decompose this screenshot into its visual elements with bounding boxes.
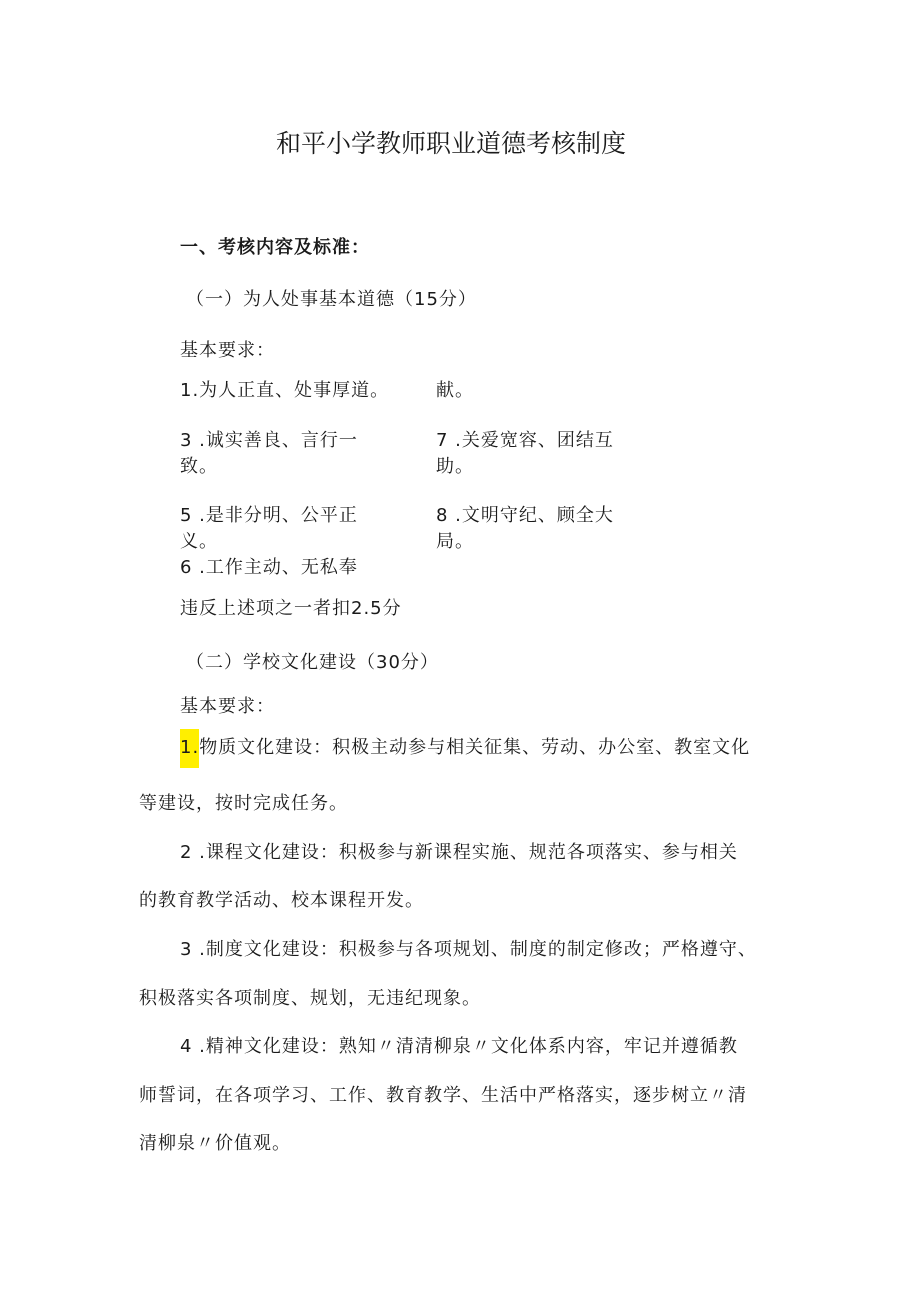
- list-item: 8 .文明守纪、顾全大: [436, 505, 614, 526]
- list-item: 局。: [436, 531, 474, 552]
- paragraph-line: 2 .课程文化建设：积极参与新课程实施、规范各项落实、参与相关: [180, 842, 738, 863]
- paragraph-text: 物质文化建设：积极主动参与相关征集、劳动、办公室、教室文化: [199, 737, 751, 758]
- paragraph-line: [180, 729, 750, 768]
- list-item: 1.为人正直、处事厚道。: [180, 380, 390, 401]
- list-item: 义。: [180, 531, 218, 552]
- penalty-note: 违反上述项之一者扣2.5分: [180, 598, 402, 619]
- paragraph-line: 清柳泉〃价值观。: [139, 1133, 291, 1154]
- paragraph-line: 积极落实各项制度、规划，无违纪现象。: [139, 988, 481, 1009]
- document-title: 和平小学教师职业道德考核制度: [276, 129, 627, 158]
- paragraph-line: 的教育教学活动、校本课程开发。: [139, 890, 424, 911]
- paragraph-line: 等建设，按时完成任务。: [139, 793, 348, 814]
- paragraph-line: 4 .精神文化建设：熟知〃清清柳泉〃文化体系内容，牢记并遵循教: [180, 1036, 738, 1057]
- list-item: 献。: [436, 380, 474, 401]
- subsection-2-heading: （二）学校文化建设（30分）: [186, 652, 439, 673]
- highlighted-number: 1.: [180, 729, 199, 768]
- list-item: 5 .是非分明、公平正: [180, 505, 358, 526]
- basic-requirements-label: 基本要求：: [180, 696, 275, 717]
- paragraph-line: 3 .制度文化建设：积极参与各项规划、制度的制定修改；严格遵守、: [180, 939, 757, 960]
- list-item: 助。: [436, 456, 474, 477]
- list-item: 3 .诚实善良、言行一: [180, 430, 358, 451]
- list-item: 6 .工作主动、无私奉: [180, 557, 358, 578]
- list-item: 7 .关爱宽容、团结互: [436, 430, 614, 451]
- paragraph-line: 师誓词，在各项学习、工作、教育教学、生活中严格落实，逐步树立〃清: [139, 1085, 747, 1106]
- list-item: 致。: [180, 456, 218, 477]
- section-1-heading: 一、考核内容及标准：: [180, 237, 370, 258]
- subsection-1-heading: （一）为人处事基本道德（15分）: [186, 289, 477, 310]
- basic-requirements-label: 基本要求：: [180, 340, 275, 361]
